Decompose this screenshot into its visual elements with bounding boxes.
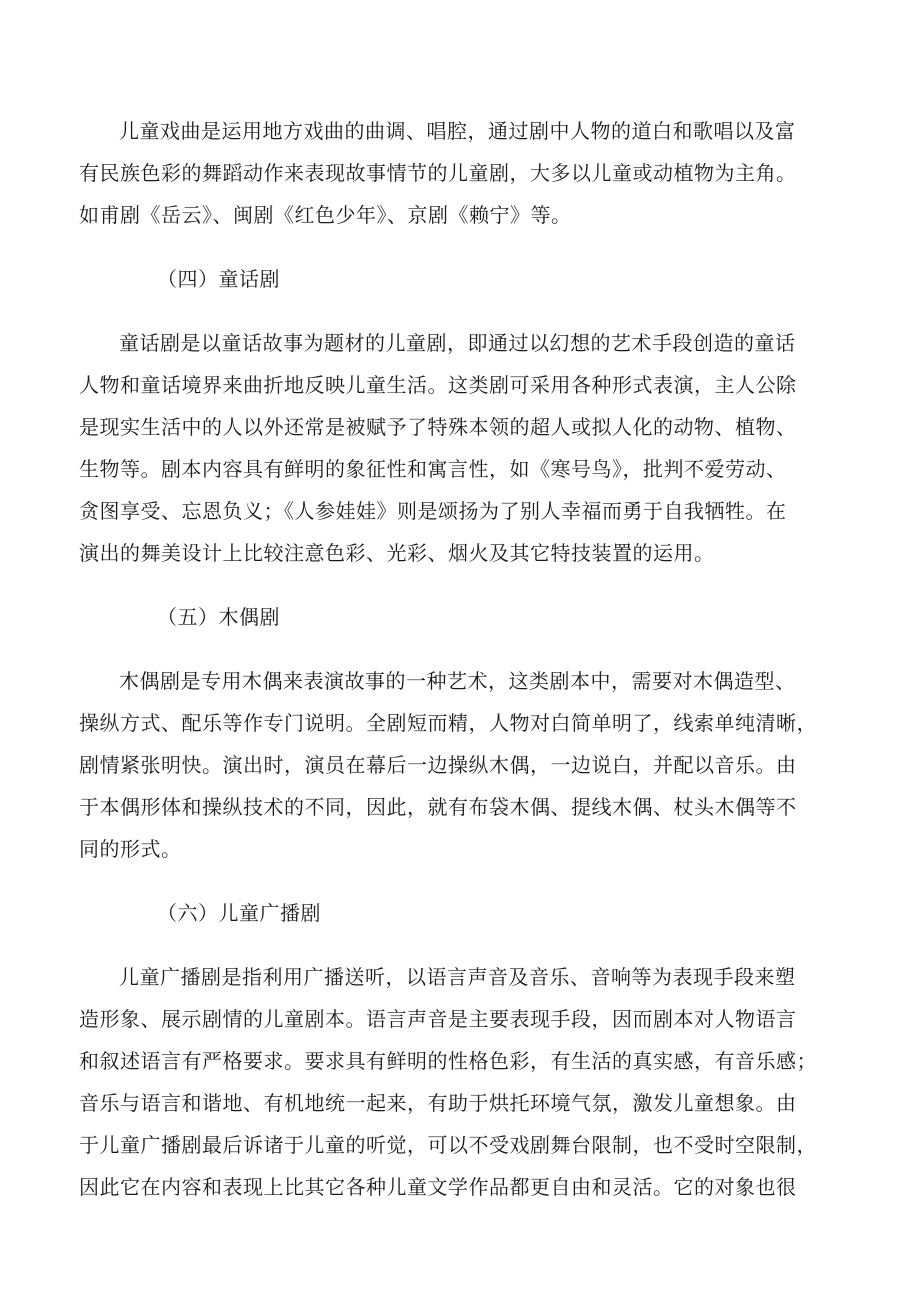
text-line: 因此它在内容和表现上比其它各种儿童文学作品都更自由和灵活。它的对象也很 [79, 1175, 797, 1199]
text-line: 造形象、展示剧情的儿童剧本。语言声音是主要表现手段，因而剧本对人物语言 [79, 1007, 797, 1031]
section-heading-puppet-show: （五）木偶剧 [157, 605, 280, 629]
text-line: 于儿童广播剧最后诉诸于儿童的听觉，可以不受戏剧舞台限制，也不受时空限制， [79, 1133, 817, 1157]
text-line: 音乐与语言和谐地、有机地统一起来，有助于烘托环境气氛，激发儿童想象。由 [79, 1091, 797, 1115]
text-line: 木偶剧是专用木偶来表演故事的一种艺术，这类剧本中，需要对木偶造型、 [119, 669, 796, 693]
text-line: 有民族色彩的舞蹈动作来表现故事情节的儿童剧，大多以儿童或动植物为主角。 [79, 161, 797, 185]
text-line: 儿童戏曲是运用地方戏曲的曲调、唱腔，通过剧中人物的道白和歌唱以及富 [119, 119, 796, 143]
text-line: 是现实生活中的人以外还常是被赋予了特殊本领的超人或拟人化的动物、植物、 [79, 415, 797, 439]
text-line: 剧情紧张明快。演出时，演员在幕后一边操纵木偶，一边说白，并配以音乐。由 [79, 753, 797, 777]
text-line: 演出的舞美设计上比较注意色彩、光彩、烟火及其它特技装置的运用。 [79, 541, 715, 565]
paragraph-fairy-tale-drama [79, 322, 829, 574]
text-line: 操纵方式、配乐等作专门说明。全剧短而精，人物对白简单明了，线索单纯清晰， [79, 711, 817, 735]
paragraph-childrens-radio-drama [79, 956, 829, 1208]
document-body [79, 110, 829, 1230]
text-line: 如甫剧《岳云》、闽剧《红色少年》、京剧《赖宁》等。 [79, 203, 572, 227]
text-line: 和叙述语言有严格要求。要求具有鲜明的性格色彩，有生活的真实感，有音乐感； [79, 1049, 817, 1073]
paragraph-puppet-show [79, 660, 829, 870]
text-line: 生物等。剧本内容具有鲜明的象征性和寓言性，如《寒号鸟》，批判不爱劳动、 [79, 457, 787, 481]
text-line: 同的形式。 [79, 837, 182, 861]
text-line: 贪图享受、忘恩负义；《人参娃娃》则是颂扬为了别人幸福而勇于自我牺牲。在 [79, 499, 787, 523]
text-line: 童话剧是以童话故事为题材的儿童剧，即通过以幻想的艺术手段创造的童话 [119, 331, 796, 355]
text-line: 于本偶形体和操纵技术的不同，因此，就有布袋木偶、提线木偶、杖头木偶等不 [79, 795, 797, 819]
section-heading-childrens-radio-drama: （六）儿童广播剧 [157, 901, 321, 925]
text-line: 儿童广播剧是指利用广播送听，以语言声音及音乐、音响等为表现手段来塑 [119, 965, 796, 989]
text-line: 人物和童话境界来曲折地反映儿童生活。这类剧可采用各种形式表演，主人公除 [79, 373, 797, 397]
paragraph-childrens-opera [79, 110, 829, 236]
section-heading-fairy-tale-drama: （四）童话剧 [157, 267, 280, 291]
